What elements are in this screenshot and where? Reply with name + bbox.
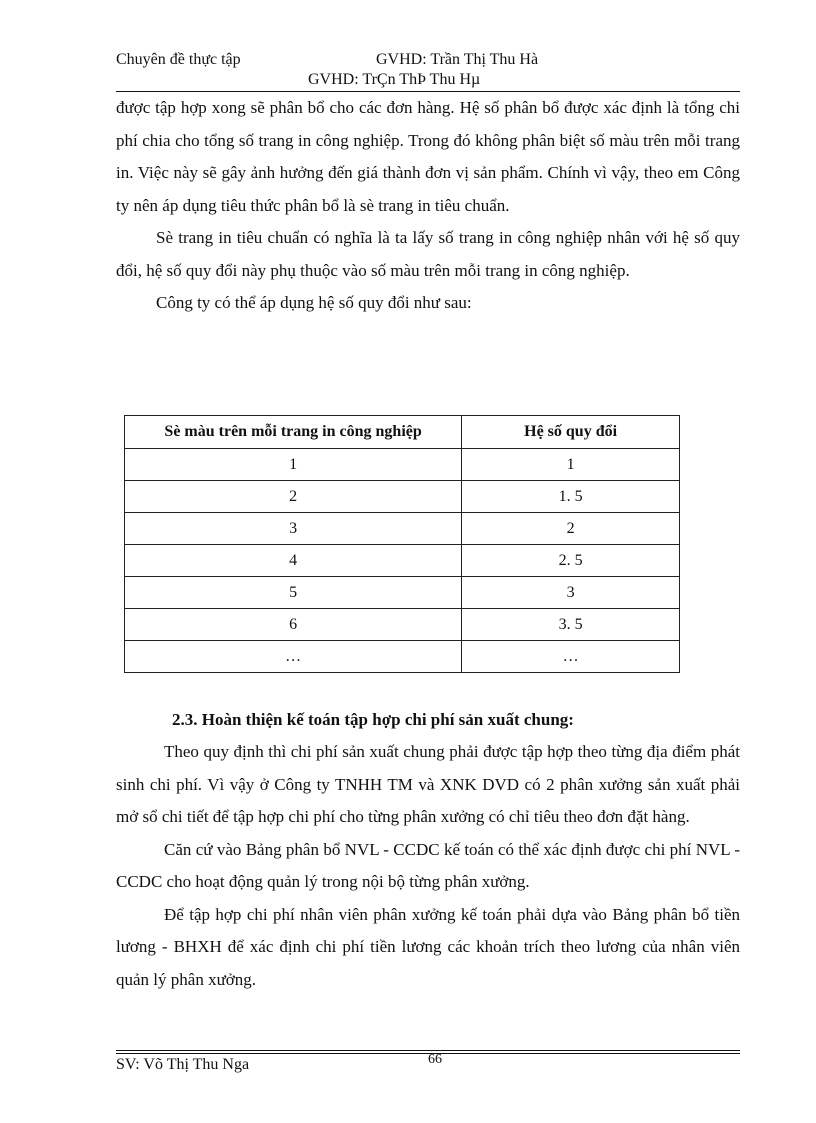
table-cell-colors: 4 bbox=[125, 545, 462, 577]
table-cell-coefficient: 2. 5 bbox=[462, 545, 680, 577]
table-cell-colors: … bbox=[125, 641, 462, 673]
table-header-colors: Sè màu trên mỗi trang in công nghiệp bbox=[125, 416, 462, 449]
table-row bbox=[125, 513, 680, 545]
conversion-table bbox=[124, 415, 680, 673]
footer-student: SV: Võ Thị Thu Nga bbox=[116, 1056, 250, 1073]
header-advisor: GVHD: Trần Thị Thu Hà bbox=[376, 51, 539, 68]
conversion-table-wrapper bbox=[124, 415, 680, 673]
table-cell-coefficient: 3. 5 bbox=[462, 609, 680, 641]
paragraph-4: Theo quy định thì chi phí sản xuất chung phải được tập hợp theo từng địa điểm phát sinh chi phí. Vì vậy ở Công ty TNHH TM và XNK DVD có 2 phân xưởng sản xuất phải mở sổ chi tiết để tập hợp chi phí cho từng phân xưởng có chỉ tiêu theo đơn đặt hàng. bbox=[116, 742, 740, 826]
table-cell-coefficient: 1 bbox=[462, 449, 680, 481]
paragraph-2: Sè trang in tiêu chuẩn có nghĩa là ta lấy số trang in công nghiệp nhân với hệ số quy đổi, hệ số quy đổi này phụ thuộc vào số màu trên mỗi trang in công nghiệp. bbox=[116, 228, 740, 280]
table-cell-coefficient: 3 bbox=[462, 577, 680, 609]
paragraph-3: Công ty có thể áp dụng hệ số quy đổi như sau: bbox=[156, 293, 472, 312]
header-title: Chuyên đề thực tập bbox=[116, 51, 241, 68]
table-cell-coefficient: … bbox=[462, 641, 680, 673]
paragraph-6: Để tập hợp chi phí nhân viên phân xưởng kế toán phải dựa vào Bảng phân bổ tiền lương - BHXH để xác định chi phí tiền lương các khoản trích theo lương của nhân viên quản lý phân xưởng. bbox=[116, 904, 740, 989]
body-section-bottom bbox=[116, 736, 740, 996]
table-cell-coefficient: 2 bbox=[462, 513, 680, 545]
page-header bbox=[116, 50, 740, 70]
table-cell-colors: 3 bbox=[125, 513, 462, 545]
table-row bbox=[125, 449, 680, 481]
table-cell-colors: 1 bbox=[125, 449, 462, 481]
table-cell-colors: 6 bbox=[125, 609, 462, 641]
table-row bbox=[125, 609, 680, 641]
paragraph-5: Căn cứ vào Bảng phân bổ NVL - CCDC kế toán có thể xác định được chi phí NVL - CCDC cho hoạt động quản lý trong nội bộ từng phân xưởng. bbox=[116, 839, 740, 891]
table-row bbox=[125, 577, 680, 609]
table-row bbox=[125, 481, 680, 513]
table-header-coefficient: Hệ số quy đổi bbox=[462, 416, 680, 449]
table-row bbox=[125, 641, 680, 673]
section-heading: 2.3. Hoàn thiện kế toán tập hợp chi phí sản xuất chung: bbox=[172, 710, 574, 729]
page-number: 66 bbox=[428, 1052, 442, 1067]
paragraph-1: được tập hợp xong sẽ phân bổ cho các đơn hàng. Hệ số phân bổ được xác định là tổng chi phí chia cho tổng số trang in công nghiệp. Trong đó không phân biệt số màu trên mỗi trang in. Việc này sẽ gây ảnh hưởng đến giá thành đơn vị sản phẩm. Chính vì vậy, theo em Công ty nên áp dụng tiêu thức phân bổ là sè trang in tiêu chuẩn. bbox=[116, 98, 740, 215]
header-advisor-legacy: GVHD: TrÇn ThÞ Thu Hµ bbox=[308, 71, 481, 88]
table-cell-colors: 2 bbox=[125, 481, 462, 513]
table-cell-coefficient: 1. 5 bbox=[462, 481, 680, 513]
body-section-top bbox=[116, 92, 740, 320]
table-cell-colors: 5 bbox=[125, 577, 462, 609]
table-row bbox=[125, 545, 680, 577]
table-header-row bbox=[125, 416, 680, 449]
